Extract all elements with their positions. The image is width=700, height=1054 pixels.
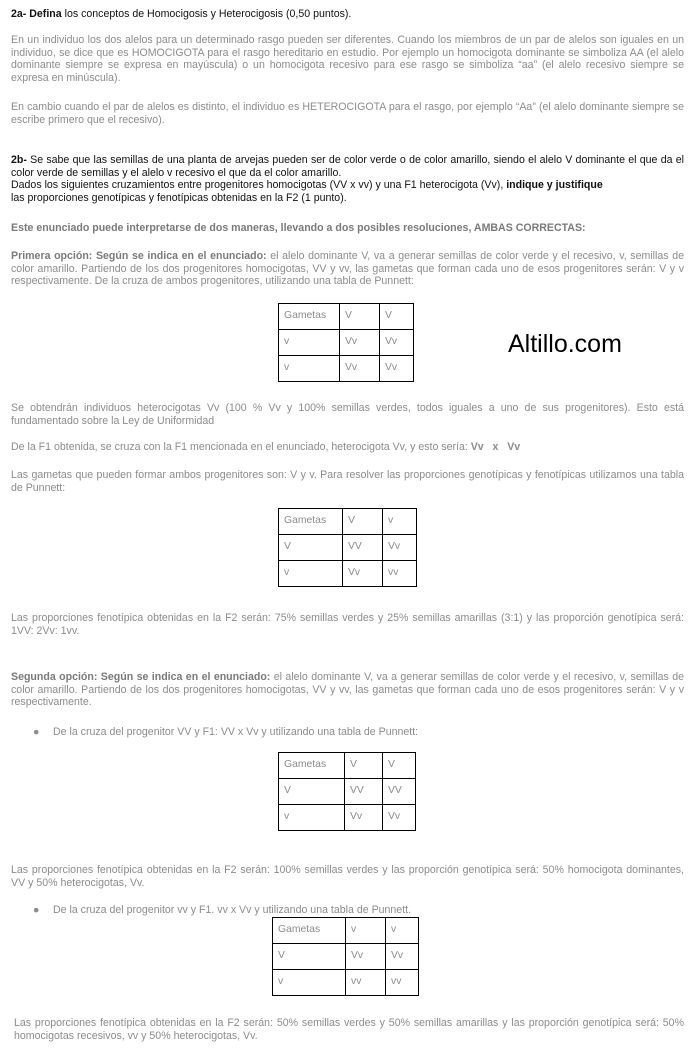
paragraph-heterocigosis: En cambio cuando el par de alelos es distinto, el individuo es HETEROCIGOTA para el rasgo, por ejemplo “Aa” (el alelo dominante siempre se escribe primero que el recesivo). (11, 101, 684, 126)
result-f2-option-2b: Las proporciones fenotípica obtenidas en la F2 serán: 50% semillas verdes y 50% semillas amarillas y las proporción genotípica será: 50% homocigotas recesivos, vv y 50% heterocigotas, Vv. (14, 1017, 684, 1042)
option-1-paragraph: Primera opción: Según se indica en el enunciado: el alelo dominante V, va a generar semillas de color verde y el recesivo, v, semillas de color amarillo. Partiendo de los dos progenitores homocigotas, VV y vv, las gametas que forman cada uno de esos progenitores serán: V y v respectivamente. De la cruza de ambos progenitores, utilizando una tabla de Punnett: (11, 250, 684, 288)
result-uniformidad: Se obtendrán individuos heterocigotas Vv (100 % Vv y 100% semillas verdes, todos iguales a uno de sus progenitores). Esto está fundamentado sobre la Ley de Uniformidad (11, 402, 684, 427)
question-2a-heading: 2a- Defina los conceptos de Homocigosis y Heterocigosis (0,50 puntos). (11, 8, 352, 20)
result-f2-option-1: Las proporciones fenotípica obtenidas en la F2 serán: 75% semillas verdes y 25% semillas amarillas (3:1) y las proporción genotípica será: 1VV: 2Vv: 1vv. (11, 612, 684, 637)
punnett-table-3: Gametas V V V VV VV v Vv Vv (278, 752, 416, 831)
paragraph-homocigosis: En un individuo los dos alelos para un determinado rasgo pueden ser diferentes. Cuando los miembros de un par de alelos son iguales en un individuo, se dice que es HOMOCIGOTA para el rasgo hereditario en estudio. Por ejemplo un homocigota dominante se simboliza AA (el alelo dominante siempre se expresa en mayúscula) o un homocigota recesivo para ese rasgo se simboliza “aa” (el alelo recesivo siempre se expresa en minúscula). (11, 34, 684, 84)
altillo-watermark: Altillo.com (508, 330, 622, 358)
f1-cross-line: De la F1 obtenida, se cruza con la F1 mencionada en el enunciado, heterocigota Vv, y esto sería: Vv x Vv (11, 441, 521, 453)
question-2b-heading: 2b- Se sabe que las semillas de una planta de arvejas pueden ser de color verde o de color amarillo, siendo el alelo V dominante el que da el color verde de semillas y el alelo v recesivo el que da el color amarillo. Dados los siguientes cruzamientos entre progenitores homocigotas (VV x vv) y una F1 heterocigota (Vv), indique y justifique las proporciones genotípicas y fenotípicas obtenidas en la F2 (1 punto). (11, 154, 684, 204)
bullet-icon: ● (33, 904, 40, 916)
punnett-table-1: Gametas V V v Vv Vv v Vv Vv (278, 303, 414, 382)
result-f2-option-2a: Las proporciones fenotípica obtenidas en la F2 serán: 100% semillas verdes y las proporción genotípica será: 50% homocigota dominantes, VV y 50% heterocigotas, Vv. (11, 864, 684, 889)
punnett-table-2: Gametas V v V VV Vv v Vv vv (278, 508, 417, 587)
intro-text: Este enunciado puede interpretarse de dos maneras, llevando a dos posibles resoluciones, AMBAS CORRECTAS: (11, 222, 586, 234)
bullet-icon: ● (33, 726, 40, 738)
gametes-paragraph: Las gametas que pueden formar ambos progenitores son: V y v. Para resolver las proporciones genotípicas y fenotípicas utilizamos una tabla de Punnett: (11, 469, 684, 494)
option-2-paragraph: Segunda opción: Según se indica en el enunciado: el alelo dominante V, va a generar semillas de color verde y el recesivo, v, semillas de color amarillo. Partiendo de los dos progenitores homocigotas, VV y vv, las gametas que forman cada uno de esos progenitores serán: V y v respectivamente. (11, 671, 684, 709)
punnett-table-4: Gametas v v V Vv Vv v vv vv (272, 917, 419, 996)
